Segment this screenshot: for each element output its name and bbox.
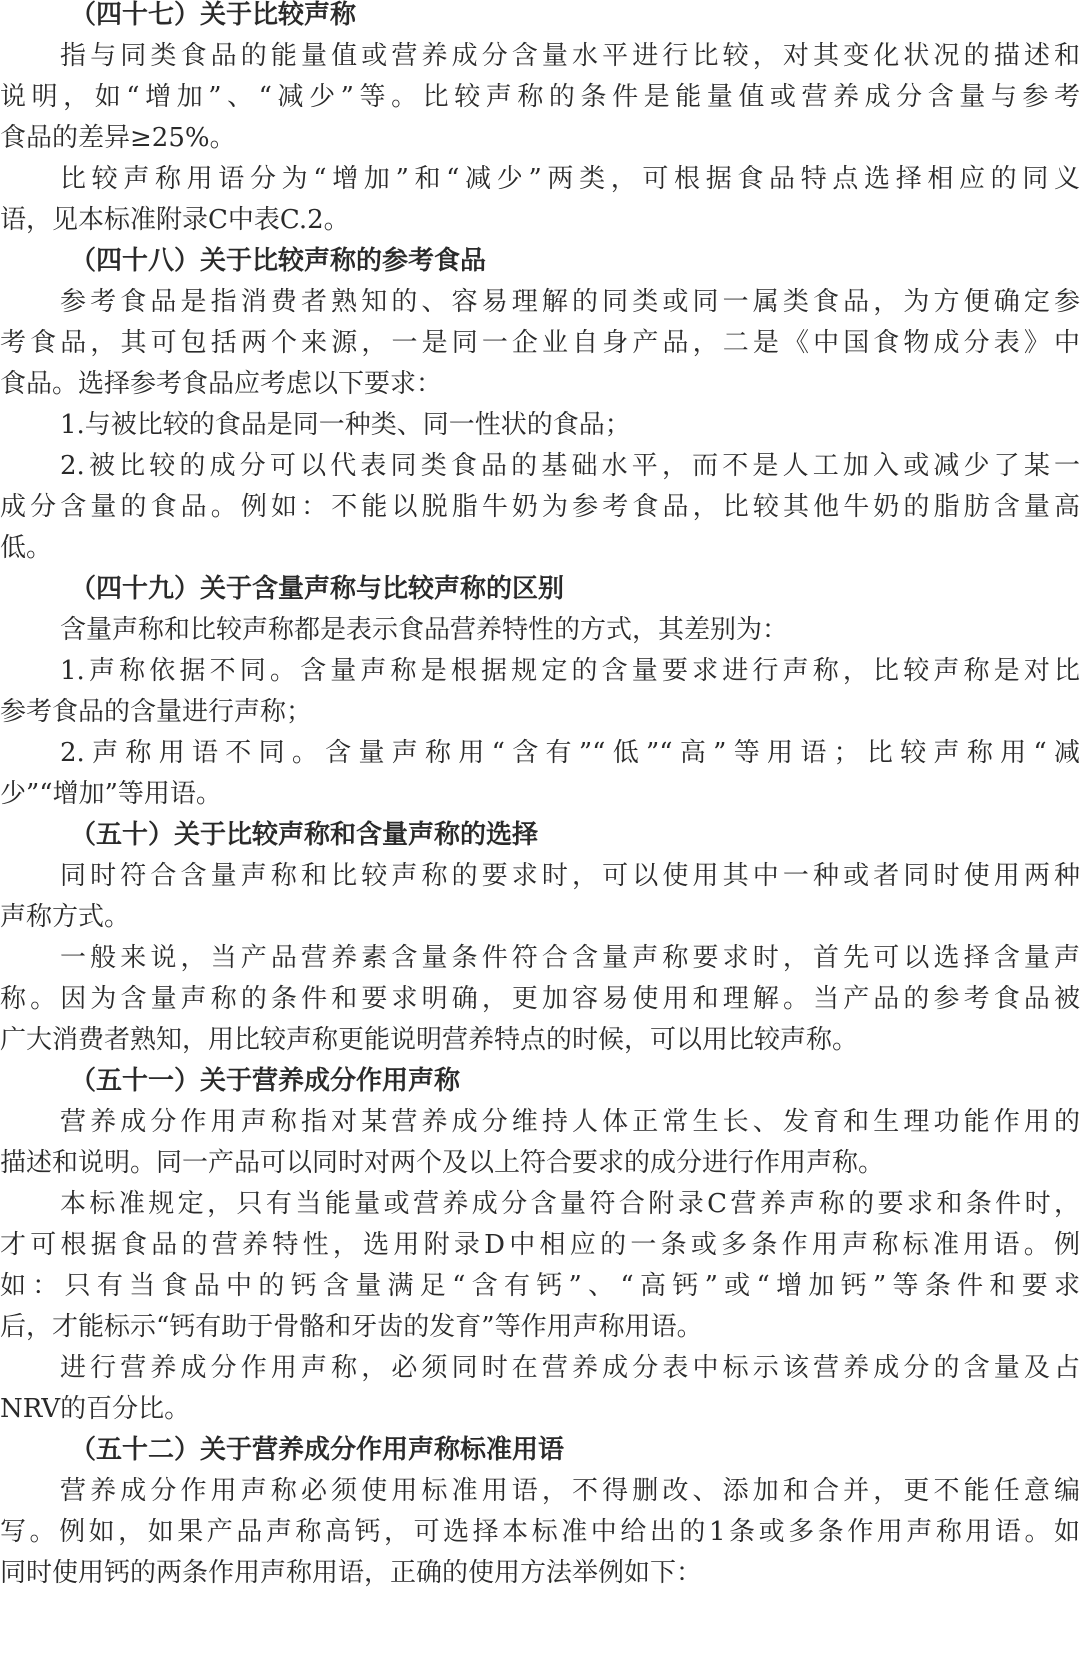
list-item: 1.与被比较的食品是同一种类、同一性状的食品；	[60, 410, 631, 440]
paragraph-line: 考食品，其可包括两个来源，一是同一企业自身产品，二是《中国食物成分表》中	[0, 328, 1080, 358]
section-heading: （五十一）关于营养成分作用声称	[70, 1066, 461, 1096]
paragraph-line: 后，才能标示“钙有助于骨骼和牙齿的发育”等作用声称用语。	[0, 1312, 703, 1342]
paragraph-line: 同时符合含量声称和比较声称的要求时，可以使用其中一种或者同时使用两种	[60, 861, 1080, 891]
paragraph-line: 写。例如，如果产品声称高钙，可选择本标准中给出的1条或多条作用声称用语。如	[0, 1517, 1080, 1547]
section-heading: （五十二）关于营养成分作用声称标准用语	[70, 1435, 565, 1465]
paragraph-line: 声称方式。	[0, 902, 131, 932]
list-item: 2.被比较的成分可以代表同类食品的基础水平，而不是人工加入或减少了某一	[60, 451, 1080, 481]
paragraph-line: 营养成分作用声称指对某营养成分维持人体正常生长、发育和生理功能作用的	[60, 1107, 1080, 1137]
list-item: 1.声称依据不同。含量声称是根据规定的含量要求进行声称，比较声称是对比	[60, 656, 1080, 686]
paragraph-line: 成分含量的食品。例如：不能以脱脂牛奶为参考食品，比较其他牛奶的脂肪含量高	[0, 492, 1080, 522]
paragraph-line: 进行营养成分作用声称，必须同时在营养成分表中标示该营养成分的含量及占	[60, 1353, 1080, 1383]
paragraph-line: 本标准规定，只有当能量或营养成分含量符合附录C营养声称的要求和条件时，	[60, 1189, 1080, 1219]
paragraph-line: 指与同类食品的能量值或营养成分含量水平进行比较，对其变化状况的描述和	[60, 41, 1080, 71]
paragraph-line: 食品的差异≥25%。	[0, 123, 236, 153]
section-heading: （四十七）关于比较声称	[70, 0, 357, 30]
list-item: 2.声称用语不同。含量声称用“含有”“低”“高”等用语；比较声称用“减	[60, 738, 1080, 768]
paragraph-line: NRV的百分比。	[0, 1394, 191, 1424]
paragraph-line: 参考食品的含量进行声称；	[0, 697, 313, 727]
paragraph-line: 参考食品是指消费者熟知的、容易理解的同类或同一属类食品，为方便确定参	[60, 287, 1080, 317]
paragraph-line: 比较声称用语分为“增加”和“减少”两类，可根据食品特点选择相应的同义	[60, 164, 1080, 194]
paragraph-line: 语，见本标准附录C中表C.2。	[0, 205, 350, 235]
paragraph-line: 食品。选择参考食品应考虑以下要求：	[0, 369, 443, 399]
paragraph-line: 同时使用钙的两条作用声称用语，正确的使用方法举例如下：	[0, 1558, 703, 1588]
section-heading: （五十）关于比较声称和含量声称的选择	[70, 820, 539, 850]
paragraph-line: 如：只有当食品中的钙含量满足“含有钙”、“高钙”或“增加钙”等条件和要求	[0, 1271, 1080, 1301]
section-heading: （四十八）关于比较声称的参考食品	[70, 246, 487, 276]
paragraph-line: 说明，如“增加”、“减少”等。比较声称的条件是能量值或营养成分含量与参考	[0, 82, 1080, 112]
paragraph-line: 含量声称和比较声称都是表示食品营养特性的方式，其差别为：	[60, 615, 789, 645]
paragraph-line: 营养成分作用声称必须使用标准用语，不得删改、添加和合并，更不能任意编	[60, 1476, 1080, 1506]
section-heading: （四十九）关于含量声称与比较声称的区别	[70, 574, 565, 604]
paragraph-line: 描述和说明。同一产品可以同时对两个及以上符合要求的成分进行作用声称。	[0, 1148, 885, 1178]
paragraph-line: 低。	[0, 533, 53, 563]
paragraph-line: 一般来说，当产品营养素含量条件符合含量声称要求时，首先可以选择含量声	[60, 943, 1080, 973]
paragraph-line: 才可根据食品的营养特性，选用附录D中相应的一条或多条作用声称标准用语。例	[0, 1230, 1080, 1260]
paragraph-line: 少”“增加”等用语。	[0, 779, 222, 809]
paragraph-line: 称。因为含量声称的条件和要求明确，更加容易使用和理解。当产品的参考食品被	[0, 984, 1080, 1014]
paragraph-line: 广大消费者熟知，用比较声称更能说明营养特点的时候，可以用比较声称。	[0, 1025, 859, 1055]
